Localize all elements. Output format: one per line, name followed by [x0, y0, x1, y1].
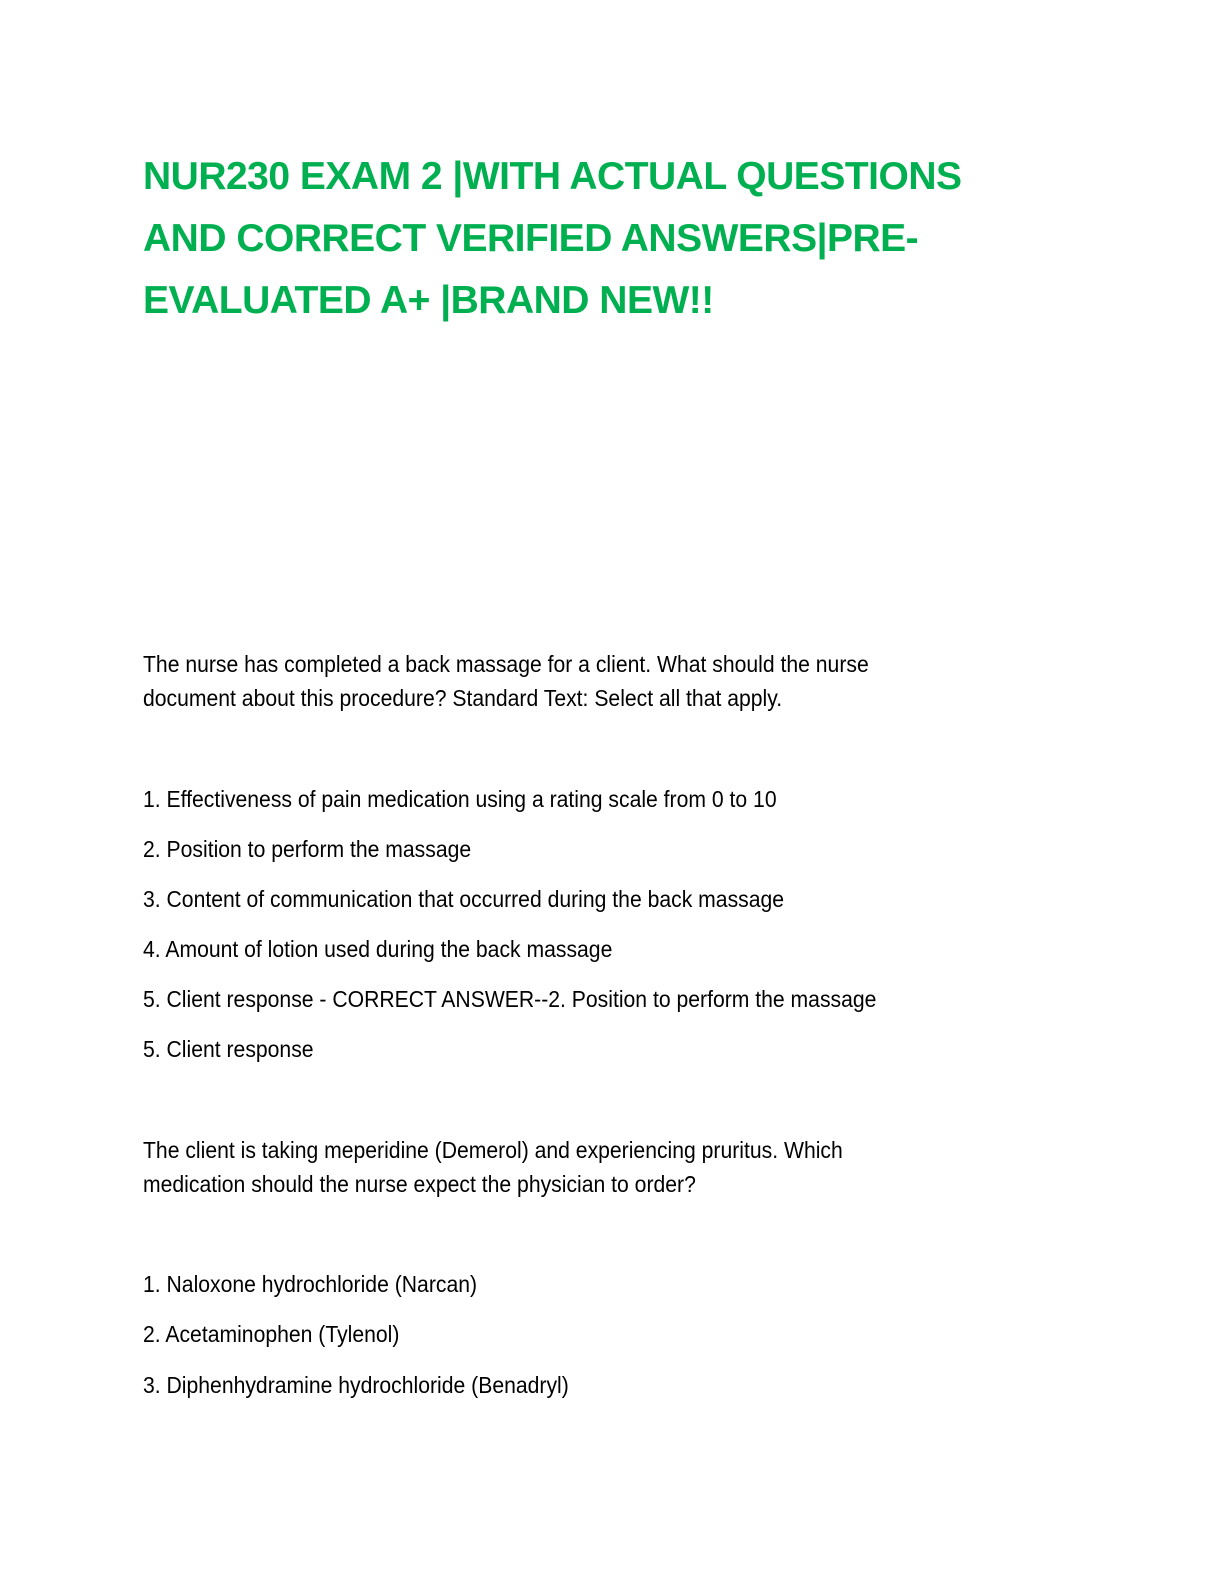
question-2-line-2: medication should the nurse expect the physician to order?: [143, 1171, 696, 1197]
question-2-option-1: 1. Naloxone hydrochloride (Narcan): [143, 1271, 478, 1297]
question-1-option-4: 4. Amount of lotion used during the back massage: [143, 936, 613, 962]
question-2-text: [143, 1133, 843, 1201]
question-1-text: [143, 647, 869, 715]
title-line-1: NUR230 EXAM 2 |WITH ACTUAL QUESTIONS: [143, 155, 962, 198]
question-2-option-3: 3. Diphenhydramine hydrochloride (Benadryl): [143, 1372, 569, 1398]
question-1-option-3: 3. Content of communication that occurred during the back massage: [143, 886, 785, 912]
question-1-option-1: 1. Effectiveness of pain medication using a rating scale from 0 to 10: [143, 786, 777, 812]
question-1-option-2: 2. Position to perform the massage: [143, 836, 472, 862]
question-1-line-1: The nurse has completed a back massage for a client. What should the nurse: [143, 651, 869, 677]
question-1-line-2: document about this procedure? Standard Text: Select all that apply.: [143, 685, 783, 711]
question-2-option-2: 2. Acetaminophen (Tylenol): [143, 1321, 400, 1347]
title-line-3: EVALUATED A+ |BRAND NEW!!: [143, 279, 714, 322]
document-title: [143, 146, 1103, 332]
question-2-line-1: The client is taking meperidine (Demerol) and experiencing pruritus. Which: [143, 1137, 843, 1163]
question-1-answer-continuation: 5. Client response: [143, 1036, 314, 1062]
title-line-2: AND CORRECT VERIFIED ANSWERS|PRE-: [143, 217, 919, 260]
question-1-answer-line: 5. Client response - CORRECT ANSWER--2. Position to perform the massage: [143, 986, 877, 1012]
